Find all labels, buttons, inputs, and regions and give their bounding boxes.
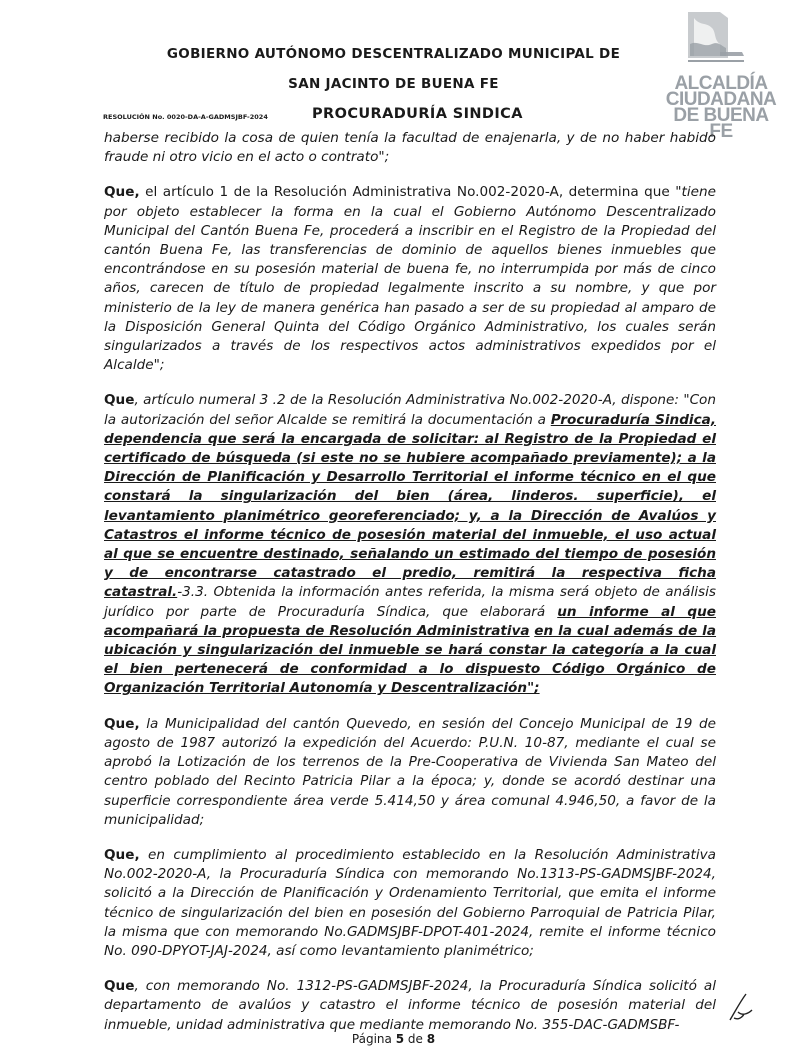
logo-line-2: CIUDADANA — [665, 89, 777, 110]
footer-total-pages: 8 — [426, 1032, 436, 1046]
que-label: Que — [104, 978, 135, 995]
paragraph-5-text: , con memorando No. 1312-PS-GADMSJBF-2024, la Procuraduría Síndica solicitó al departamento de avalúos y catastro el informe técnico de posesión material del inmueble, unidad administrativa que mediante memorando No. 355-DAC-GADMSBF- — [104, 978, 716, 1033]
paragraph-que-2 — [104, 391, 716, 698]
logo-line-3: DE BUENA FE — [673, 105, 769, 142]
page-footer — [0, 1032, 787, 1046]
paragraph-2-bold-underlined-1: Procuraduría Sindica, dependencia que será la encargada de solicitar: al Registro de la Propiedad el certificado de búsqueda (si este no se hubiere acompañado previamente); a la Dirección de Planificación y Desarrollo Territorial el informe técnico en el que constará la singularización del bien (área, linderos. superficie), el levantamiento planimétrico georeferenciado; y, a la Dirección de Avalúos y Catastros el informe técnico de posesión material del inmueble, el uso actual al que se encuentre destinado, señalando un estimado del tiempo de posesión y de encontrarse catastrado el predio, remitirá la respectiva ficha catastral. — [104, 411, 716, 601]
paragraph-2-bold-underlined-3: en la cual además de la ubicación y singularización del inmueble se hará constar la categoría a la cual el bien pertenecerá de conformidad a lo dispuesto Código Orgánico de Organización Territorial Autonomía y Descentralización"; — [104, 622, 717, 697]
footer-prefix: Página — [351, 1032, 396, 1046]
department-title: PROCURADURÍA SINDICA — [312, 106, 523, 122]
paragraph-1-text-a: el artículo 1 de la Resolución Administrativa No.002-2020-A, determina que " — [139, 184, 682, 201]
header-title-line1: GOBIERNO AUTÓNOMO DESCENTRALIZADO MUNICIPAL DE — [166, 46, 621, 62]
que-label: Que — [104, 392, 135, 409]
paragraph-que-4 — [104, 846, 716, 961]
paragraph-1-quote: tiene por objeto establecer la forma en la cual el Gobierno Autónomo Descentralizado Municipal del Cantón Buena Fe, procederá a inscribir en el Registro de la Propiedad del cantón Buena Fe, las transferencias de dominio de aquellos bienes inmuebles que encontrándose en su posesión material de buena fe, no interrumpida por más de cinco años, carecen de título de propiedad legalmente inscrito a su nombre, y que por ministerio de la ley de manera genérica han pasado a ser de su propiedad al amparo de la Disposición General Quinta del Código Orgánico Administrativo, los cuales serán singularizados a través de los respectivos actos administrativos expedidos por el Alcalde"; — [104, 184, 716, 374]
que-label: Que, — [104, 184, 140, 201]
paragraph-2-bold-underlined-2: un informe al que acompañará la propuesta de Resolución Administrativa — [104, 603, 716, 639]
paragraph-que-1 — [104, 183, 716, 375]
signature-mark-icon — [726, 990, 756, 1026]
logo-line-1: ALCALDÍA — [674, 73, 768, 94]
resolution-number: RESOLUCIÓN No. 0020-DA-A-GADMSJBF-2024 — [103, 113, 268, 121]
paragraph-3-text: la Municipalidad del cantón Quevedo, en sesión del Concejo Municipal de 19 de agosto de 1987 autorizó la expedición del Acuerdo: P.U.N. 10-87, mediante el cual se aprobó la Lotización de los terrenos de la Pre-Cooperativa de Vivienda San Mateo del centro poblado del Recinto Patricia Pilar a la época; y, donde se acordó destinar una superficie correspondiente área verde 5.414,50 y área comunal 4.946,50, a favor de la municipalidad; — [104, 715, 716, 828]
paragraph-que-3 — [104, 715, 716, 830]
paragraph-0-text: haberse recibido la cosa de quien tenía la facultad de enajenarla, y de no haber habido fraude ni otro vicio en el acto o contrato"; — [104, 130, 716, 166]
paragraph-continuation — [104, 129, 716, 167]
header-title-line2: SAN JACINTO DE BUENA FE — [288, 76, 499, 92]
document-body — [104, 129, 716, 1051]
paragraph-2-text-c: -3.3. Obtenida la información antes referida, la misma será objeto de análisis jurídico por parte de Procuraduría Síndica, que elaborará — [104, 584, 716, 620]
que-label: Que, — [104, 846, 140, 863]
footer-page-number: 5 — [395, 1032, 405, 1046]
paragraph-2-text-a: , artículo numeral 3 .2 de la Resolución Administrativa No.002-2020-A, dispone: "Con la autorización del señor Alcalde se remitirá la documentación a — [104, 392, 716, 428]
que-label: Que, — [104, 715, 140, 732]
paragraph-4-text: en cumplimiento al procedimiento establecido en la Resolución Administrativa No.002-2020-A, la Procuraduría Síndica con memorando No.1313-PS-GADMSJBF-2024, solicitó a la Dirección de Planificación y Ordenamiento Territorial, que emita el informe técnico de singularización del bien en posesión del Gobierno Parroquial de Patricia Pilar, la misma que con memorando No.GADMSJBF-DPOT-401-2024, remite el informe técnico No. 090-DPYOT-JAJ-2024, así como levantamiento planimétrico; — [104, 846, 716, 959]
paragraph-que-5 — [104, 977, 716, 1035]
footer-middle: de — [404, 1032, 427, 1046]
